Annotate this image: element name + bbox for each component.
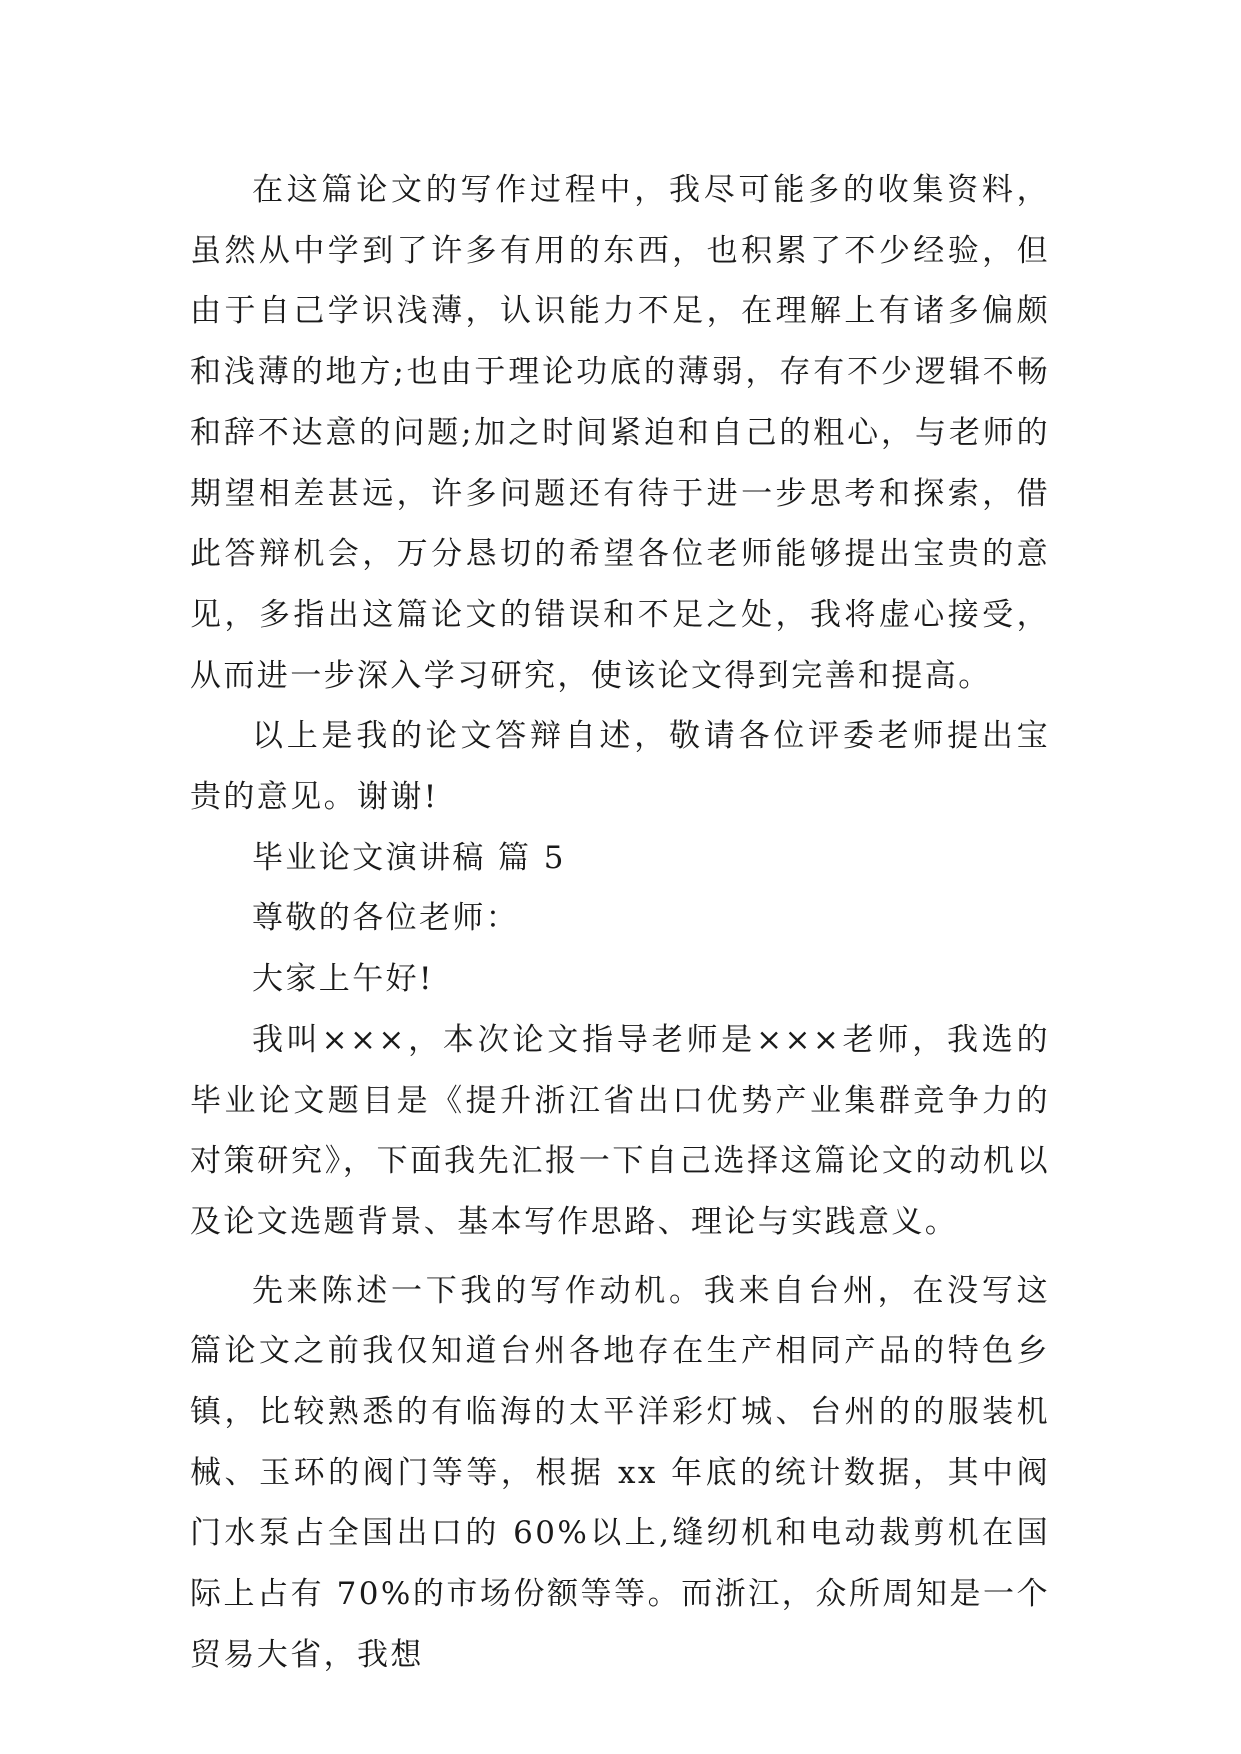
paragraph-motivation: 先来陈述一下我的写作动机。我来自台州，在没写这篇论文之前我仅知道台州各地存在生产相同产品的特色乡镇，比较熟悉的有临海的太平洋彩灯城、台州的的服装机械、玉环的阀门等等，根据 xx 年底的统计数据，其中阀门水泵占全国出口的 60%以上,缝纫机和电动裁剪机在国际上占有 70%的市场份额等等。而浙江，众所周知是一个贸易大省，我想 [190, 1272, 1050, 1673]
paragraph-greeting: 大家上午好! [252, 961, 434, 998]
paragraph-introduction: 我叫×××，本次论文指导老师是×××老师，我选的毕业论文题目是《提升浙江省出口优势产业集群竞争力的对策研究》，下面我先汇报一下自己选择这篇论文的动机以及论文选题背景、基本写作思路、理论与实践意义。 [190, 1021, 1050, 1240]
paragraph-thesis-reflection: 在这篇论文的写作过程中，我尽可能多的收集资料，虽然从中学到了许多有用的东西，也积累了不少经验，但由于自己学识浅薄，认识能力不足，在理解上有诸多偏颇和浅薄的地方;也由于理论功底的薄弱，存有不少逻辑不畅和辞不达意的问题;加之时间紧迫和自己的粗心，与老师的期望相差甚远，许多问题还有待于进一步思考和探索，借此答辩机会，万分恳切的希望各位老师能够提出宝贵的意见，多指出这篇论文的错误和不足之处，我将虚心接受，从而进一步深入学习研究，使该论文得到完善和提高。 [190, 172, 1050, 694]
paragraph-closing-thanks: 以上是我的论文答辩自述，敬请各位评委老师提出宝贵的意见。谢谢! [190, 718, 1050, 816]
paragraph-salutation: 尊敬的各位老师： [252, 900, 520, 937]
document-body [190, 160, 1050, 1686]
section-heading: 毕业论文演讲稿 篇 5 [252, 839, 566, 876]
